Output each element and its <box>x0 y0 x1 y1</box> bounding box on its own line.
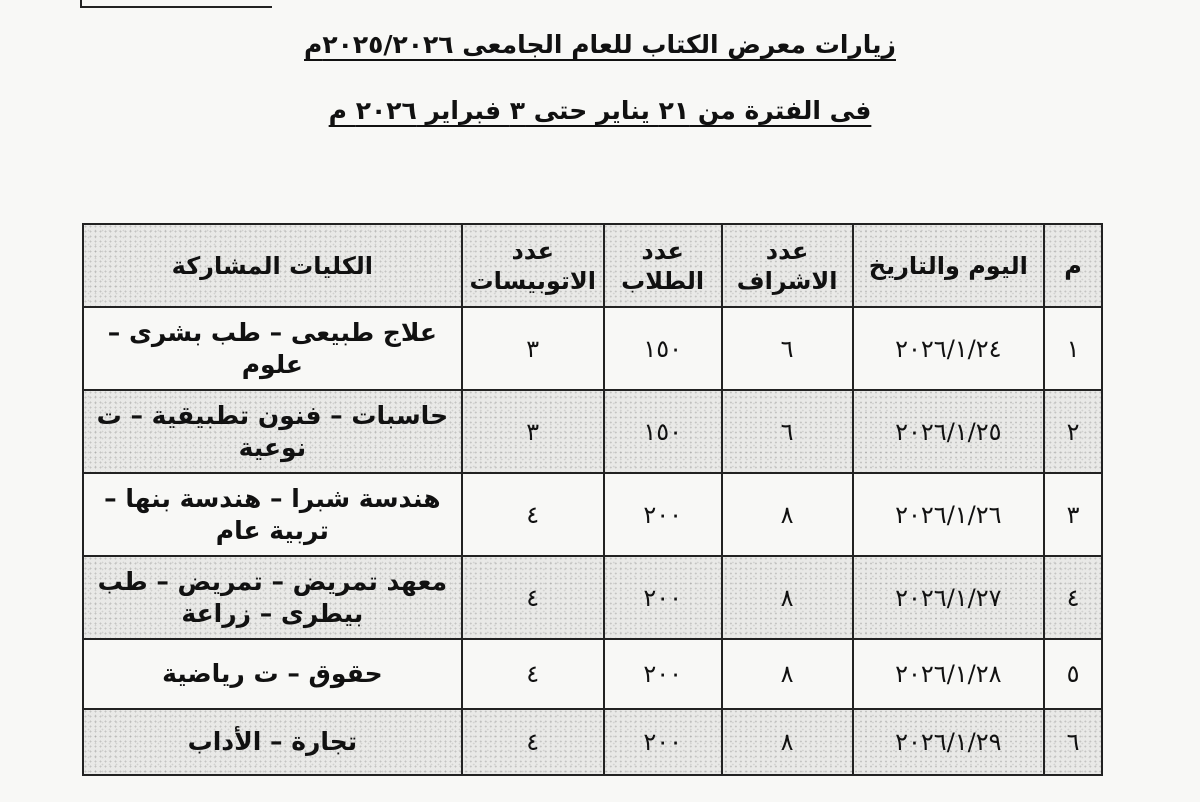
header-num: م <box>1044 224 1102 307</box>
row-date: ٢٠٢٦/١/٢٧ <box>853 556 1045 639</box>
row-buses: ٤ <box>462 556 604 639</box>
header-supervisors-line2: الاشراف <box>736 266 838 295</box>
row-students: ٢٠٠ <box>604 556 722 639</box>
row-students: ٢٠٠ <box>604 473 722 556</box>
table-row <box>83 307 1102 390</box>
row-date: ٢٠٢٦/١/٢٩ <box>853 709 1045 775</box>
row-buses: ٤ <box>462 709 604 775</box>
row-buses: ٣ <box>462 307 604 390</box>
row-faculties: حقوق – ت رياضية <box>83 639 462 709</box>
header-faculties: الكليات المشاركة <box>83 224 462 307</box>
header-supervisors <box>722 224 853 307</box>
row-num: ٦ <box>1044 709 1102 775</box>
row-faculties: حاسبات – فنون تطبيقية – ت نوعية <box>83 390 462 473</box>
row-students: ٢٠٠ <box>604 639 722 709</box>
row-faculties: تجارة – الأداب <box>83 709 462 775</box>
row-supervisors: ٨ <box>722 556 853 639</box>
top-corner-mark <box>80 0 272 8</box>
row-faculties: هندسة شبرا – هندسة بنها – تربية عام <box>83 473 462 556</box>
row-date: ٢٠٢٦/١/٢٨ <box>853 639 1045 709</box>
row-num: ٢ <box>1044 390 1102 473</box>
row-supervisors: ٨ <box>722 639 853 709</box>
table-row <box>83 639 1102 709</box>
document-title <box>0 30 1200 59</box>
document-subtitle <box>0 96 1200 125</box>
row-buses: ٤ <box>462 639 604 709</box>
row-num: ٣ <box>1044 473 1102 556</box>
header-supervisors-line1: عدد <box>765 236 809 265</box>
visits-table <box>82 223 1103 776</box>
row-supervisors: ٨ <box>722 473 853 556</box>
row-supervisors: ٦ <box>722 390 853 473</box>
row-buses: ٤ <box>462 473 604 556</box>
header-students <box>604 224 722 307</box>
table-row <box>83 473 1102 556</box>
row-students: ١٥٠ <box>604 390 722 473</box>
header-students-line2: الطلاب <box>621 266 705 295</box>
table-header-row <box>83 224 1102 307</box>
header-date: اليوم والتاريخ <box>853 224 1045 307</box>
row-date: ٢٠٢٦/١/٢٤ <box>853 307 1045 390</box>
header-buses-line1: عدد <box>511 236 555 265</box>
table-row <box>83 556 1102 639</box>
document-title-text: زيارات معرض الكتاب للعام الجامعى ٢٠٢٥/٢٠٢٦م <box>304 30 896 59</box>
header-students-line1: عدد <box>641 236 684 265</box>
row-students: ١٥٠ <box>604 307 722 390</box>
row-supervisors: ٨ <box>722 709 853 775</box>
header-buses <box>462 224 604 307</box>
row-students: ٢٠٠ <box>604 709 722 775</box>
header-buses-line2: الاتوبيسات <box>469 266 596 295</box>
row-num: ٥ <box>1044 639 1102 709</box>
table-row <box>83 709 1102 775</box>
row-faculties: معهد تمريض – تمريض – طب بيطرى – زراعة <box>83 556 462 639</box>
row-buses: ٣ <box>462 390 604 473</box>
row-supervisors: ٦ <box>722 307 853 390</box>
row-date: ٢٠٢٦/١/٢٦ <box>853 473 1045 556</box>
row-date: ٢٠٢٦/١/٢٥ <box>853 390 1045 473</box>
document-subtitle-text: فى الفترة من ٢١ يناير حتى ٣ فبراير ٢٠٢٦ م <box>328 96 872 125</box>
table-row <box>83 390 1102 473</box>
row-faculties: علاج طبيعى – طب بشرى – علوم <box>83 307 462 390</box>
row-num: ٤ <box>1044 556 1102 639</box>
row-num: ١ <box>1044 307 1102 390</box>
